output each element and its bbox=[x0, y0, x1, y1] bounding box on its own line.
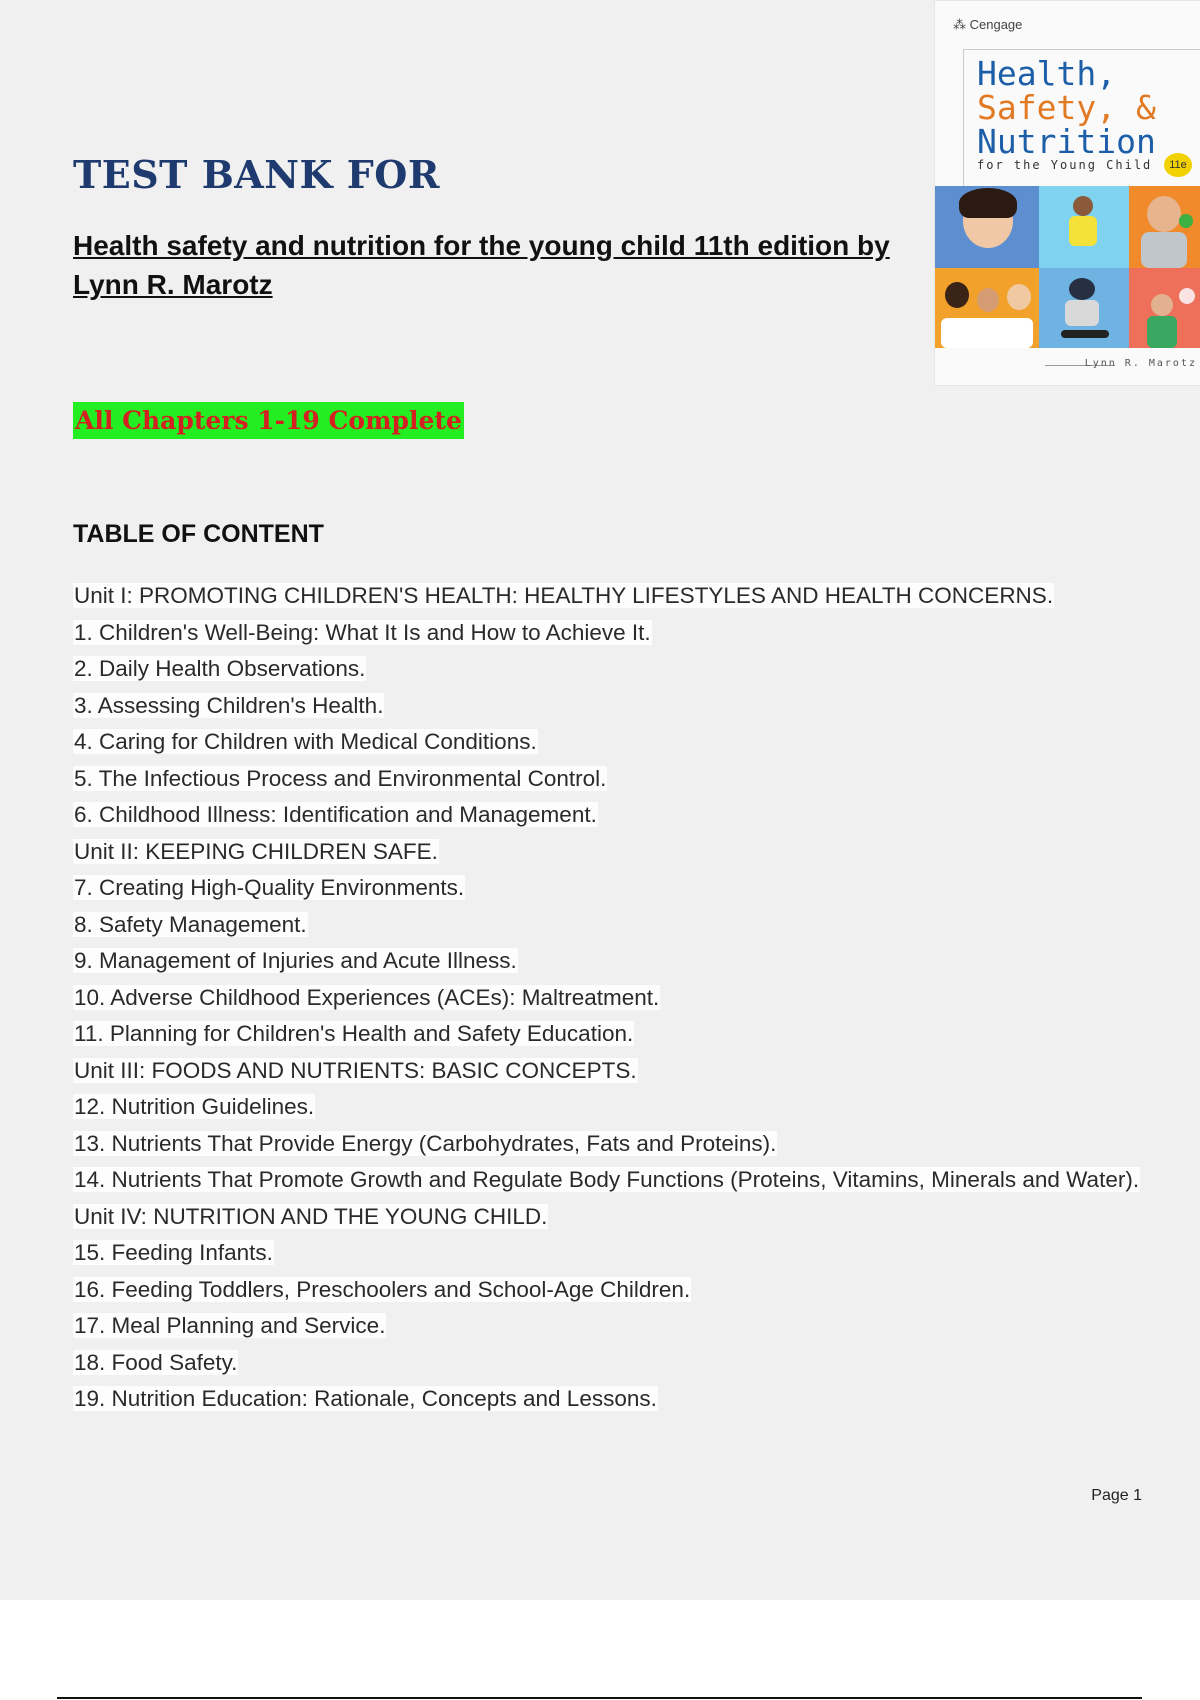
toc-item: 19. Nutrition Education: Rationale, Concepts and Lessons. bbox=[74, 1386, 657, 1411]
document-title: TEST BANK FOR bbox=[73, 152, 440, 197]
toc-item: 3. Assessing Children's Health. bbox=[74, 692, 384, 718]
toc-item: 16. Feeding Toddlers, Preschoolers and School-Age Children. bbox=[74, 1276, 691, 1302]
toc-item: Unit IV: NUTRITION AND THE YOUNG CHILD. bbox=[74, 1203, 548, 1229]
toc-item: 6. Childhood Illness: Identification and Management. bbox=[74, 802, 597, 827]
cover-photo-grid bbox=[935, 186, 1200, 348]
book-subtitle: Health safety and nutrition for the young child 11th edition by Lynn R. Marotz bbox=[73, 230, 890, 300]
toc-heading: TABLE OF CONTENT bbox=[73, 520, 324, 548]
toc-item: 7. Creating High-Quality Environments. bbox=[74, 875, 465, 900]
toc-item: Unit I: PROMOTING CHILDREN'S HEALTH: HEALTHY LIFESTYLES AND HEALTH CONCERNS. bbox=[74, 583, 1054, 608]
cover-title: Health, Safety, & Nutrition bbox=[977, 54, 1156, 161]
toc-item: 13. Nutrients That Provide Energy (Carbohydrates, Fats and Proteins). bbox=[74, 1130, 777, 1156]
photo-girl-smiling bbox=[935, 186, 1039, 268]
toc-item: 17. Meal Planning and Service. bbox=[74, 1313, 386, 1338]
toc-item: 14. Nutrients That Promote Growth and Regulate Body Functions (Proteins, Vitamins, Minerals and Water). bbox=[74, 1167, 1140, 1192]
toc-item: 10. Adverse Childhood Experiences (ACEs): Maltreatment. bbox=[74, 984, 660, 1010]
cover-subtitle: for the Young Child bbox=[977, 158, 1153, 172]
toc-item: 11. Planning for Children's Health and Safety Education. bbox=[74, 1021, 634, 1046]
photo-boy-apple bbox=[1129, 186, 1200, 268]
book-cover bbox=[934, 0, 1200, 386]
table-of-contents bbox=[73, 578, 1183, 1418]
toc-item: 9. Management of Injuries and Acute Illness. bbox=[74, 948, 517, 973]
cover-author: Lynn R. Marotz bbox=[1084, 358, 1197, 369]
toc-item: 18. Food Safety. bbox=[74, 1349, 238, 1375]
toc-item: 12. Nutrition Guidelines. bbox=[74, 1094, 315, 1119]
toc-item: 2. Daily Health Observations. bbox=[74, 656, 366, 681]
bottom-divider bbox=[57, 1697, 1142, 1699]
photo-children-eating bbox=[935, 268, 1039, 348]
photo-children-playing bbox=[1129, 268, 1200, 348]
chapters-badge: All Chapters 1-19 Complete bbox=[73, 402, 464, 439]
toc-item: 4. Caring for Children with Medical Conditions. bbox=[74, 729, 537, 754]
toc-item: 15. Feeding Infants. bbox=[74, 1240, 273, 1265]
toc-item: Unit II: KEEPING CHILDREN SAFE. bbox=[74, 838, 438, 864]
photo-boy-jumping bbox=[1039, 186, 1129, 268]
photo-boy-skateboard bbox=[1039, 268, 1129, 348]
cengage-logo-icon: ⁂ bbox=[953, 17, 966, 32]
toc-item: 8. Safety Management. bbox=[74, 911, 307, 937]
toc-item: 1. Children's Well-Being: What It Is and How to Achieve It. bbox=[74, 619, 651, 645]
edition-badge: 11e bbox=[1164, 153, 1192, 177]
page-number: Page 1 bbox=[1091, 1487, 1142, 1504]
toc-item: Unit III: FOODS AND NUTRIENTS: BASIC CONCEPTS. bbox=[74, 1057, 637, 1083]
publisher-logo: ⁂ Cengage bbox=[953, 17, 1023, 32]
toc-item: 5. The Infectious Process and Environmental Control. bbox=[74, 765, 607, 791]
